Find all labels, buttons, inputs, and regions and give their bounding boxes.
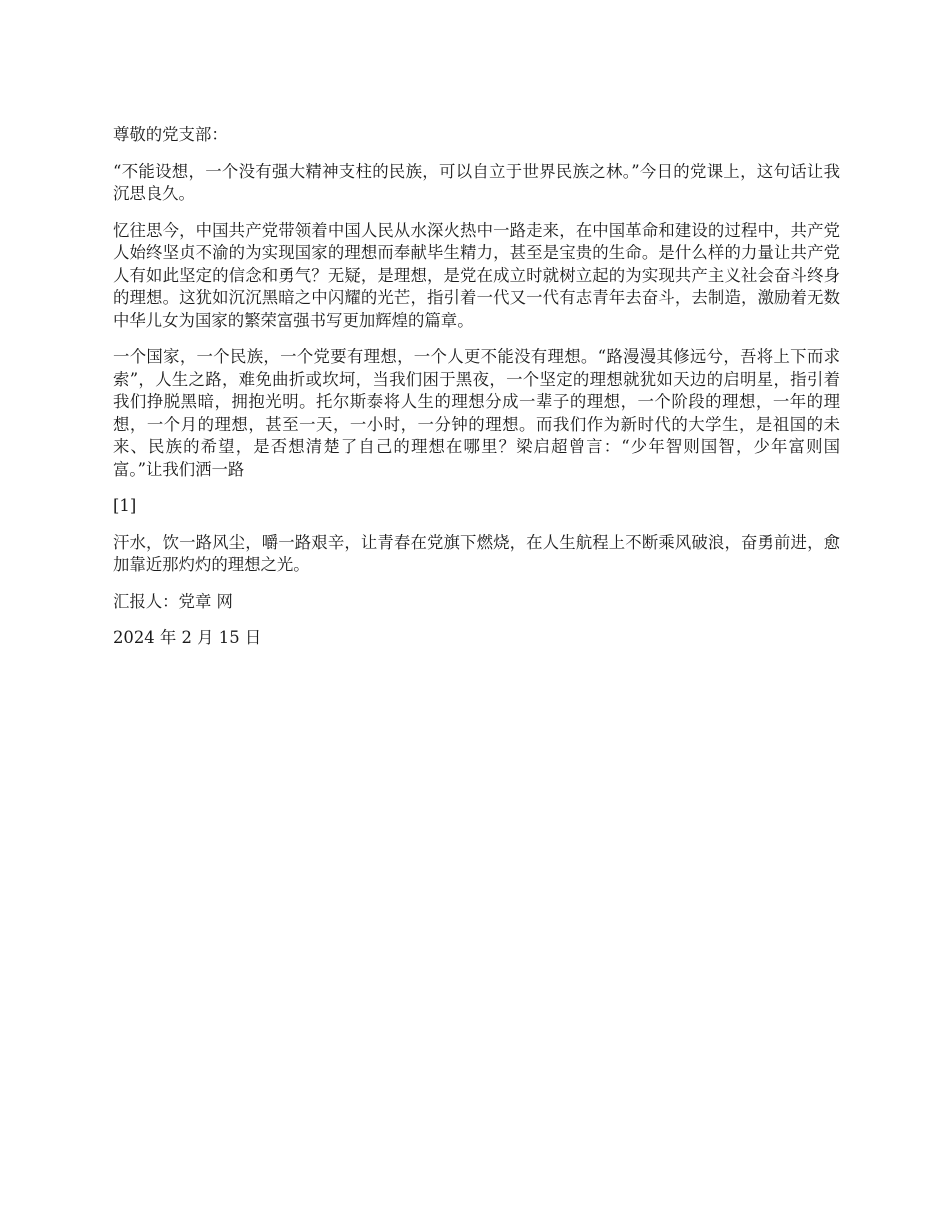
paragraph-4: 汗水，饮一路风尘，嚼一路艰辛，让青春在党旗下燃烧，在人生航程上不断乘风破浪，奋勇前进，愈加靠近那灼灼的理想之光。: [113, 532, 840, 574]
greeting: 尊敬的党支部：: [113, 125, 228, 144]
paragraph-3: 一个国家，一个民族，一个党要有理想，一个人更不能没有理想。“路漫漫其修远兮，吾将上下而求索”，人生之路，难免曲折或坎坷，当我们困于黑夜，一个坚定的理想就犹如天边的启明星，指引着我们挣脱黑暗，拥抱光明。托尔斯泰将人生的理想分成一辈子的理想，一个阶段的理想，一年的理想，一个月的理想，甚至一天，一小时，一分钟的理想。而我们作为新时代的大学生，是祖国的未来、民族的希望，是否想清楚了自己的理想在哪里？梁启超曾言：“少年智则国智，少年富则国富。”让我们洒一路: [113, 347, 840, 479]
date-line: 2024 年 2 月 15 日: [113, 628, 262, 647]
paragraph-2: 忆往思今，中国共产党带领着中国人民从水深火热中一路走来，在中国革命和建设的过程中，共产党人始终坚贞不渝的为实现国家的理想而奉献毕生精力，甚至是宝贵的生命。是什么样的力量让共产党人有如此坚定的信念和勇气？无疑，是理想，是党在成立时就树立起的为实现共产主义社会奋斗终身的理想。这犹如沉沉黑暗之中闪耀的光芒，指引着一代又一代有志青年去奋斗，去制造，激励着无数中华儿女为国家的繁荣富强书写更加辉煌的篇章。: [113, 220, 840, 330]
paragraph-1: “不能设想，一个没有强大精神支柱的民族，可以自立于世界民族之林。”今日的党课上，这句话让我沉思良久。: [113, 161, 840, 203]
reporter-line: 汇报人：党章 网: [113, 591, 233, 611]
footnote-marker: [1]: [113, 496, 137, 515]
